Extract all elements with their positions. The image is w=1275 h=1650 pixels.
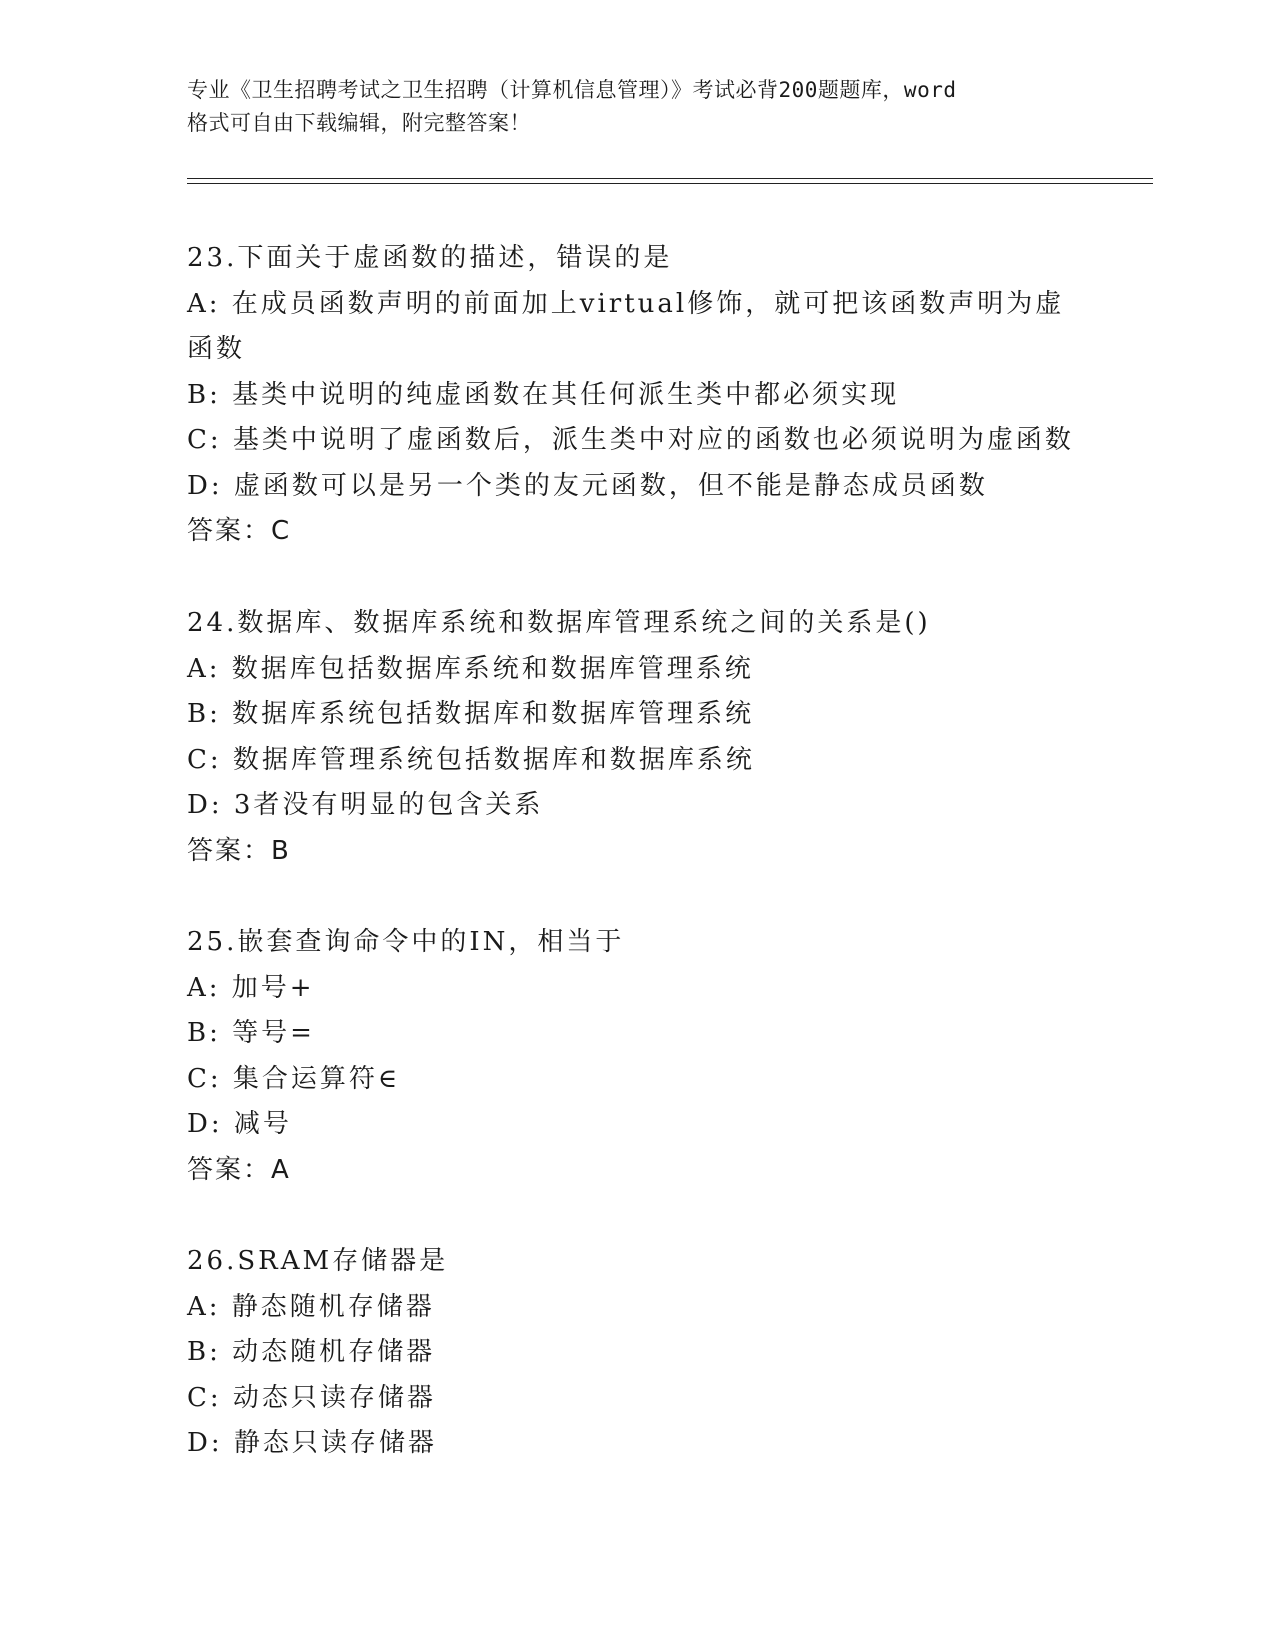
question-stem: 26.SRAM存储器是 bbox=[187, 1246, 449, 1276]
option-a: A: 静态随机存储器 bbox=[187, 1291, 435, 1322]
option-a: A: 数据库包括数据库系统和数据库管理系统 bbox=[187, 653, 754, 684]
option-d: D: 3者没有明显的包含关系 bbox=[187, 790, 544, 820]
option-d: D: 静态只读存储器 bbox=[187, 1428, 437, 1458]
option-b: B: 等号= bbox=[187, 1018, 315, 1048]
answer-label: 答案：C bbox=[187, 516, 292, 546]
option-c: C: 数据库管理系统包括数据库和数据库系统 bbox=[187, 744, 755, 775]
answer-label: 答案：B bbox=[187, 835, 291, 866]
question-26 bbox=[187, 1239, 1187, 1467]
option-c: C: 动态只读存储器 bbox=[187, 1382, 436, 1413]
option-d: D: 虚函数可以是另一个类的友元函数，但不能是静态成员函数 bbox=[187, 470, 988, 501]
question-25 bbox=[187, 920, 1187, 1193]
option-a: A: 加号+ bbox=[187, 972, 315, 1003]
intro-line-2: 格式可自由下载编辑，附完整答案！ bbox=[187, 111, 531, 135]
option-d: D: 减号 bbox=[187, 1109, 292, 1139]
header-divider-bottom bbox=[187, 183, 1153, 184]
question-23 bbox=[187, 236, 1187, 555]
option-a: A: 在成员函数声明的前面加上virtual修饰，就可把该函数声明为虚函数 bbox=[187, 288, 1065, 364]
question-stem: 25.嵌套查询命令中的IN，相当于 bbox=[187, 927, 625, 957]
answer-label: 答案：A bbox=[187, 1154, 291, 1185]
option-c: C: 基类中说明了虚函数后，派生类中对应的函数也必须说明为虚函数 bbox=[187, 425, 1074, 455]
question-24 bbox=[187, 601, 1187, 874]
intro-line-1: 专业《卫生招聘考试之卫生招聘（计算机信息管理）》考试必背200题题库，word bbox=[187, 78, 957, 102]
question-stem: 23.下面关于虚函数的描述，错误的是 bbox=[187, 243, 673, 273]
option-b: B: 基类中说明的纯虚函数在其任何派生类中都必须实现 bbox=[187, 379, 900, 410]
document-intro bbox=[187, 74, 1087, 140]
option-b: B: 动态随机存储器 bbox=[187, 1337, 436, 1367]
option-b: B: 数据库系统包括数据库和数据库管理系统 bbox=[187, 699, 755, 729]
question-stem: 24.数据库、数据库系统和数据库管理系统之间的关系是() bbox=[187, 608, 931, 638]
header-divider-top bbox=[187, 178, 1153, 179]
option-c: C: 集合运算符∈ bbox=[187, 1063, 401, 1094]
